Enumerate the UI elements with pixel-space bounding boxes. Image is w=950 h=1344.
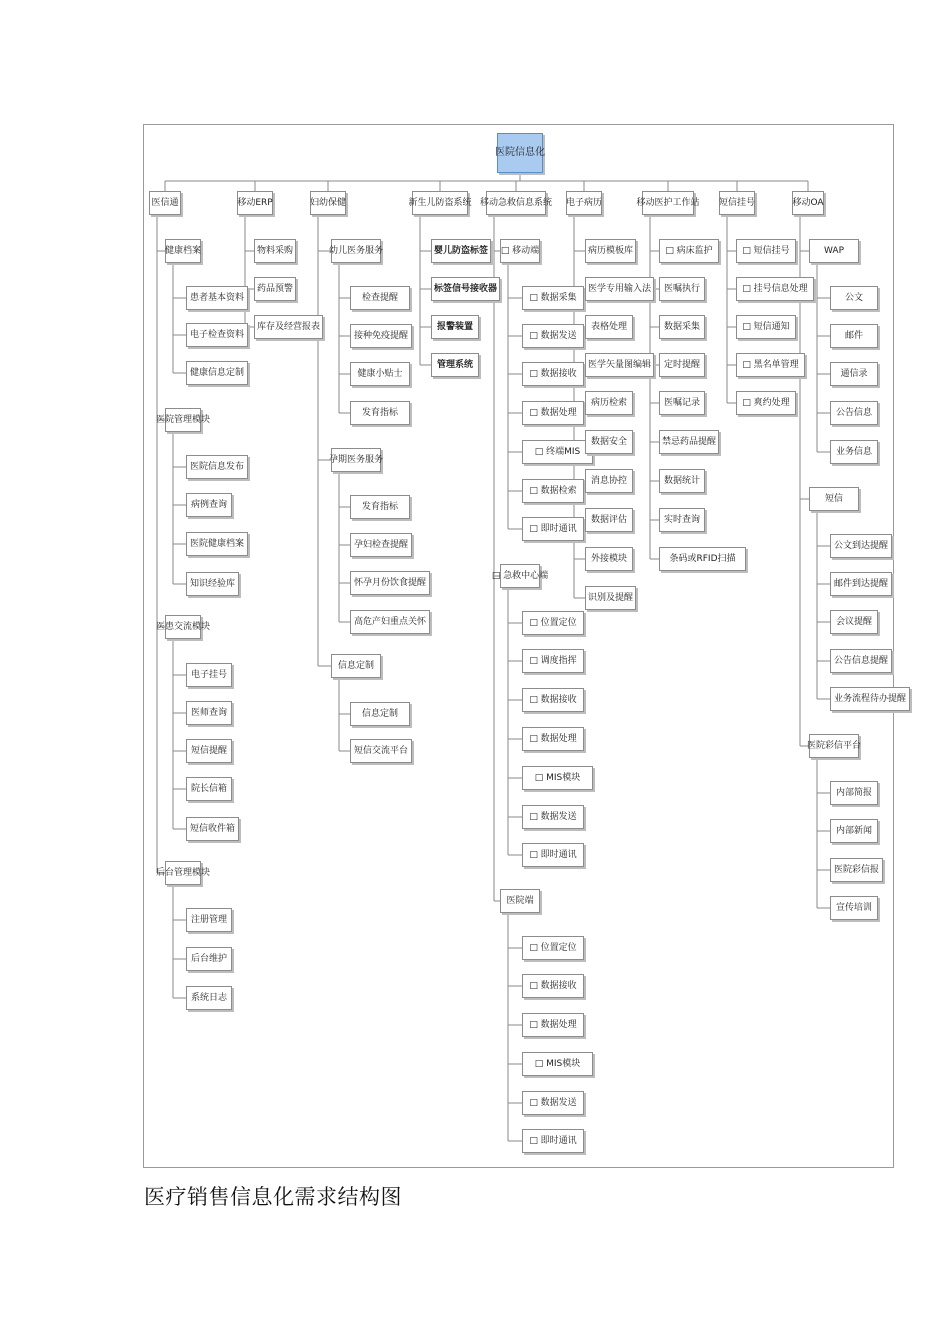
leaf-node: 健康小贴士	[350, 362, 410, 386]
category-node: 医信通	[149, 191, 181, 215]
leaf-node: 数据采集	[659, 315, 705, 339]
leaf-node: □ 病床监护	[659, 239, 719, 263]
leaf-node: 医嘱记录	[659, 391, 705, 415]
leaf-node: □ 短信挂号	[736, 239, 796, 263]
leaf-node: 检查提醒	[350, 286, 410, 310]
leaf-node: 消息协控	[585, 469, 633, 493]
leaf-node: 短信提醒	[186, 739, 232, 763]
root-node: 医院信息化	[497, 133, 543, 173]
leaf-node: □ 数据采集	[522, 286, 584, 310]
leaf-node: 医师查询	[186, 701, 232, 725]
leaf-node: 识别及提醒	[585, 586, 636, 610]
subcategory-node: 短信	[809, 487, 859, 511]
category-node: 移动急救信息系统	[486, 191, 546, 215]
leaf-node: □ 数据处理	[522, 1013, 584, 1037]
leaf-node: □ 位置定位	[522, 611, 584, 635]
category-node: 移动医护工作站	[642, 191, 694, 215]
subcategory-node: 后台管理模块	[165, 861, 201, 885]
subcategory-node: WAP	[809, 239, 859, 263]
leaf-node: □ 即时通讯	[522, 1129, 584, 1153]
leaf-node: 电子检查资料	[186, 323, 248, 347]
leaf-node: 电子挂号	[186, 663, 232, 687]
leaf-node: □ 数据发送	[522, 1091, 584, 1115]
leaf-node: 短信收件箱	[186, 817, 239, 841]
leaf-node: 外接模块	[585, 547, 633, 571]
subcategory-node: 医院端	[500, 889, 540, 913]
subcategory-node: 医患交流模块	[165, 615, 201, 639]
leaf-node: 物料采购	[254, 239, 296, 263]
leaf-node: 实时查询	[659, 508, 705, 532]
leaf-node: □ 数据发送	[522, 805, 584, 829]
subcategory-node: 信息定制	[331, 654, 381, 678]
leaf-node: 发育指标	[350, 401, 410, 425]
leaf-node: □ 终端MIS	[522, 440, 593, 464]
leaf-node: 病历检索	[585, 391, 633, 415]
leaf-node: 内部新闻	[830, 819, 878, 843]
leaf-node: 医学专用输入法	[585, 277, 654, 301]
leaf-node: □ 即时通讯	[522, 517, 584, 541]
leaf-node: □ 数据处理	[522, 727, 584, 751]
leaf-node: 公告信息提醒	[830, 649, 892, 673]
leaf-node: □ 数据检索	[522, 479, 584, 503]
leaf-node: 禁忌药品提醒	[659, 430, 719, 454]
subcategory-node: 医院管理模块	[165, 408, 201, 432]
leaf-node: 公文到达提醒	[830, 534, 892, 558]
leaf-node: 条码或RFID扫描	[659, 547, 746, 571]
leaf-node: 短信交流平台	[350, 739, 412, 763]
leaf-node: 报警装置	[431, 315, 479, 339]
leaf-node: 业务信息	[830, 440, 878, 464]
diagram-frame	[143, 124, 906, 1168]
leaf-node: 医院彩信报	[830, 858, 883, 882]
leaf-node: 药品预警	[254, 277, 296, 301]
category-node: 移动OA	[792, 191, 824, 215]
leaf-node: 院长信箱	[186, 777, 232, 801]
leaf-node: 注册管理	[186, 908, 232, 932]
leaf-node: 信息定制	[350, 702, 410, 726]
subcategory-node: 健康档案	[165, 239, 201, 263]
leaf-node: □ 黑名单管理	[736, 353, 805, 377]
leaf-node: □ 挂号信息处理	[736, 277, 814, 301]
leaf-node: 会议提醒	[830, 610, 878, 634]
leaf-node: □ 数据接收	[522, 688, 584, 712]
leaf-node: 定时提醒	[659, 353, 705, 377]
leaf-node: 数据评估	[585, 508, 633, 532]
leaf-node: 接种免疫提醒	[350, 324, 412, 348]
leaf-node: □ 数据接收	[522, 974, 584, 998]
leaf-node: 公告信息	[830, 401, 878, 425]
leaf-node: 管理系统	[431, 353, 479, 377]
subcategory-node: □ 急救中心端	[500, 564, 540, 588]
leaf-node: 发育指标	[350, 495, 410, 519]
leaf-node: 业务流程待办提醒	[830, 687, 910, 711]
leaf-node: 医院健康档案	[186, 532, 248, 556]
leaf-node: 孕妇检查提醒	[350, 533, 412, 557]
leaf-node: 通信录	[830, 362, 878, 386]
leaf-node: 高危产妇重点关怀	[350, 610, 430, 634]
category-node: 电子病历	[566, 191, 602, 215]
category-node: 妇幼保健	[310, 191, 346, 215]
leaf-node: 患者基本资料	[186, 286, 248, 310]
leaf-node: □ 数据处理	[522, 401, 584, 425]
leaf-node: 系统日志	[186, 986, 232, 1010]
leaf-node: 医院信息发布	[186, 455, 248, 479]
diagram-caption: 医疗销售信息化需求结构图	[144, 1185, 402, 1209]
leaf-node: □ 短信通知	[736, 315, 796, 339]
leaf-node: □ 爽约处理	[736, 391, 796, 415]
leaf-node: □ MIS模块	[522, 1052, 593, 1076]
leaf-node: 怀孕月份饮食提醒	[350, 571, 430, 595]
leaf-node: 数据统计	[659, 469, 705, 493]
leaf-node: 邮件到达提醒	[830, 572, 892, 596]
leaf-node: 知识经验库	[186, 572, 239, 596]
leaf-node: 内部简报	[830, 781, 878, 805]
leaf-node: □ 数据接收	[522, 362, 584, 386]
leaf-node: □ 即时通讯	[522, 843, 584, 867]
leaf-node: 病历模板库	[585, 239, 636, 263]
category-node: 移动ERP	[237, 191, 273, 215]
leaf-node: □ 位置定位	[522, 936, 584, 960]
category-node: 短信挂号	[719, 191, 755, 215]
subcategory-node: □ 移动端	[500, 239, 540, 263]
leaf-node: 病例查询	[186, 493, 232, 517]
leaf-node: 宣传培训	[830, 896, 878, 920]
leaf-node: 公文	[830, 286, 878, 310]
leaf-node: 医嘱执行	[659, 277, 705, 301]
leaf-node: 婴儿防盗标签	[431, 239, 491, 263]
subcategory-node: 幼儿医务服务	[331, 239, 381, 263]
leaf-node: 数据安全	[585, 430, 633, 454]
leaf-node: 邮件	[830, 324, 878, 348]
leaf-node: 后台维护	[186, 947, 232, 971]
leaf-node: □ 数据发送	[522, 324, 584, 348]
subcategory-node: 医院彩信平台	[809, 734, 859, 758]
leaf-node: 标签信号接收器	[431, 277, 500, 301]
leaf-node: 表格处理	[585, 315, 633, 339]
leaf-node: 库存及经营报表	[254, 315, 323, 339]
leaf-node: □ 调度指挥	[522, 649, 584, 673]
subcategory-node: 孕期医务服务	[331, 448, 381, 472]
leaf-node: □ MIS模块	[522, 766, 593, 790]
leaf-node: 健康信息定制	[186, 361, 248, 385]
leaf-node: 医学矢量图编辑	[585, 353, 654, 377]
category-node: 新生儿防盗系统	[412, 191, 468, 215]
